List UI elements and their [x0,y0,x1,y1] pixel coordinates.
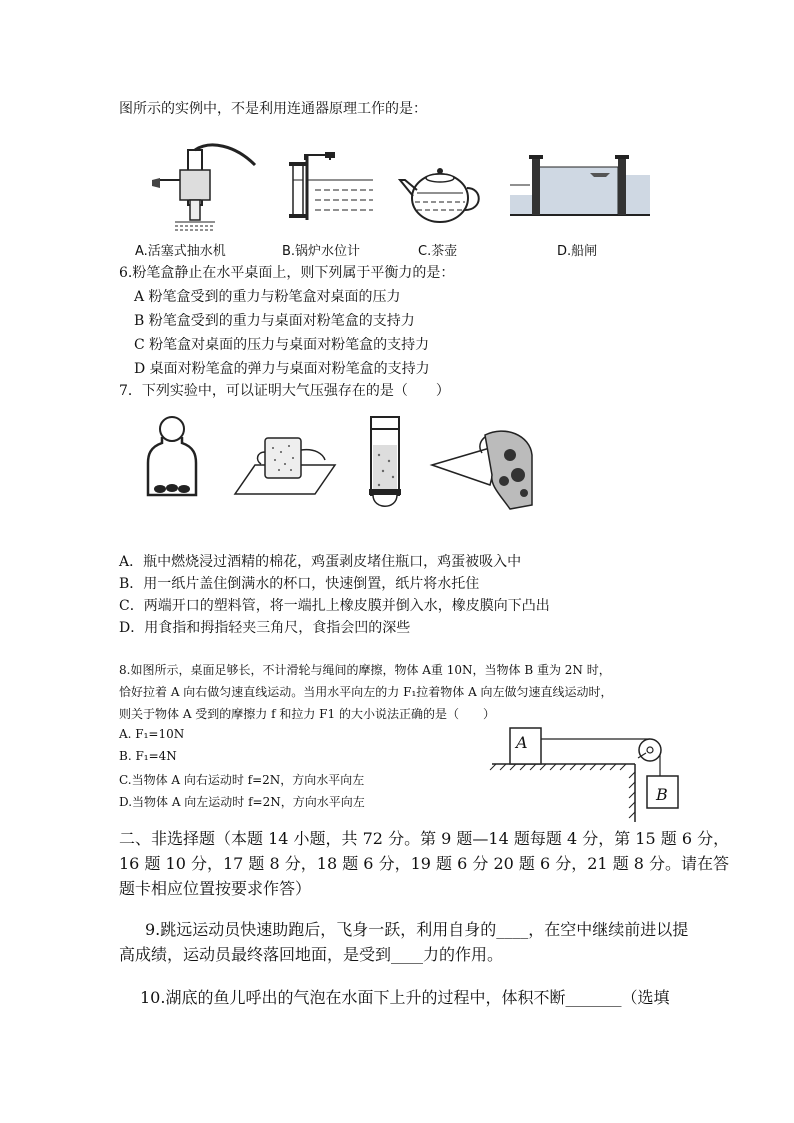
block-b-label: B [656,785,668,804]
q8-option-c: C.当物体 A 向右运动时 f=2N，方向水平向左 [119,773,365,787]
teapot-illustration [395,158,485,230]
q8-option-b: B. F₁=4N [119,749,177,763]
q9-line-1: 9.跳远运动员快速助跑后，飞身一跃，利用自身的____，在空中继续前进以提 [145,920,689,939]
q7-option-b: B．用一纸片盖住倒满水的杯口，快速倒置，纸片将水托住 [119,576,480,592]
q8-option-d: D.当物体 A 向左运动时 f=2N，方向水平向左 [119,795,365,809]
egg-bottle-illustration [145,415,200,500]
section2-line-3: 题卡相应位置按要求作答） [119,879,312,898]
q7-option-a: A．瓶中燃烧浸过酒精的棉花，鸡蛋剥皮堵住瓶口，鸡蛋被吸入中 [119,554,522,570]
q8-stem-line-3: 则关于物体 A 受到的摩擦力 f 和拉力 F1 的大小说法正确的是（ ） [119,707,495,721]
q6-option-b: B 粉笔盒受到的重力与桌面对粉笔盒的支持力 [134,313,415,329]
q6-option-c: C 粉笔盒对桌面的压力与桌面对粉笔盒的支持力 [134,337,430,353]
ruler-fingers-illustration [430,425,535,515]
q8-stem-line-2: 恰好拉着 A 向右做匀速直线运动。当用水平向左的力 F₁拉着物体 A 向左做匀速直线运动时， [119,685,613,699]
q7-option-d: D．用食指和拇指轻夹三角尺，食指会凹的深些 [119,620,411,636]
ship-lock-illustration [510,155,650,225]
q8-option-a: A. F₁=10N [119,727,185,741]
q6-stem: 6.粉笔盒静止在水平桌面上，则下列属于平衡力的是： [119,265,455,281]
caption-c: C.茶壶 [418,244,458,259]
inverted-cup-illustration [235,430,335,500]
section2-line-1: 二、非选择题（本题 14 小题，共 72 分。第 9 题—14 题每题 4 分，第 15 题 6 分， [119,829,730,848]
tube-membrane-illustration [365,415,405,515]
caption-a: A.活塞式抽水机 [135,244,226,259]
caption-b: B.锅炉水位计 [282,244,361,259]
q6-option-a: A 粉笔盒受到的重力与粉笔盒对桌面的压力 [134,289,401,305]
intro-text: 图所示的实例中，不是利用连通器原理工作的是： [119,101,427,117]
q6-option-d: D 桌面对粉笔盒的弹力与桌面对粉笔盒的支持力 [134,361,430,377]
boiler-gauge-illustration [285,150,375,230]
block-a-label: A [516,733,528,752]
q7-option-c: C．两端开口的塑料管，将一端扎上橡皮膜并倒入水，橡皮膜向下凸出 [119,598,550,614]
q10-line-1: 10.湖底的鱼儿呼出的气泡在水面下上升的过程中，体积不断_______（选填 [140,988,670,1007]
q9-line-2: 高成绩，运动员最终落回地面，是受到____力的作用。 [119,945,504,964]
piston-pump-illustration [140,140,270,240]
q7-stem: 7．下列实验中，可以证明大气压强存在的是（ ） [119,383,450,399]
section2-line-2: 16 题 10 分，17 题 8 分，18 题 6 分，19 题 6 分 20 题 6 分，21 题 8 分。请在答 [119,854,730,873]
q8-stem-line-1: 8.如图所示，桌面足够长，不计滑轮与绳间的摩擦，物体 A重 10N，当物体 B 重为 2N 时， [119,663,611,677]
caption-d: D.船闸 [557,244,598,259]
